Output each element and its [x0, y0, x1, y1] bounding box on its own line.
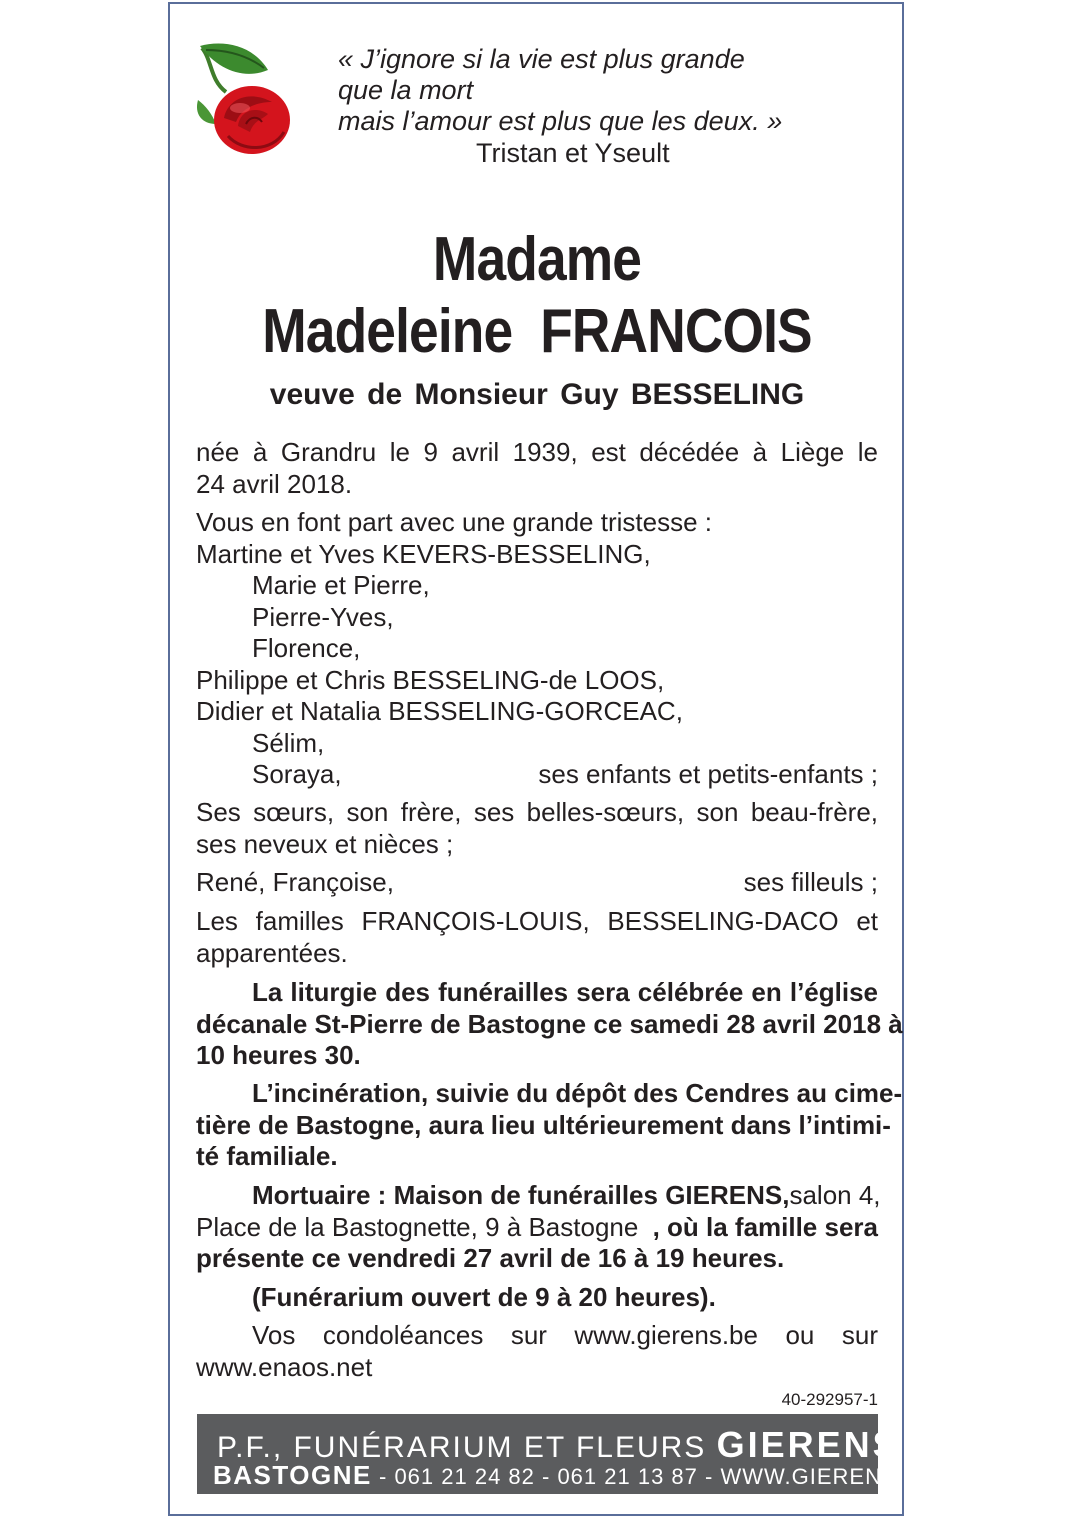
banner-services: P.F., FUNÉRARIUM ET FLEURS [217, 1431, 707, 1464]
family-list [196, 507, 878, 791]
family-member: Pierre-Yves, [252, 601, 394, 632]
text-line [196, 1212, 878, 1244]
birth-death-paragraph [196, 437, 878, 500]
banner-line-2 [213, 1460, 936, 1491]
reference-number: 40-292957-1 [781, 1390, 878, 1409]
deceased-name: Madeleine FRANCOIS [262, 297, 812, 366]
mortuary-presence: , où la famille sera [652, 1211, 878, 1242]
mortuary-address: Place de la Bastognette, 9 à Bastogne [196, 1211, 639, 1242]
text-line: présente ce vendredi 27 avril de 16 à 19 heures. [196, 1243, 785, 1273]
banner-city: BASTOGNE [213, 1460, 372, 1490]
family-member: Didier et Natalia BESSELING-GORCEAC, [196, 696, 683, 726]
godchildren-names: René, Françoise, [196, 867, 394, 897]
text-line: www.enaos.net [196, 1351, 373, 1382]
text-line: tière de Bastogne, aura lieu ultérieurement dans l’intimi- [196, 1109, 891, 1140]
quote-line: que la mort [338, 75, 474, 105]
text-line: ses neveux et nièces ; [196, 828, 454, 859]
mortuary-room: salon 4, [789, 1180, 881, 1210]
text-line: (Funérarium ouvert de 9 à 20 heures). [252, 1282, 716, 1312]
relation-label: ses filleuls ; [743, 867, 878, 897]
text-line: Vos condoléances sur www.gierens.be ou sur [252, 1320, 878, 1350]
family-member: Philippe et Chris BESSELING-de LOOS, [196, 664, 665, 695]
quote-source: Tristan et Yseult [476, 138, 670, 168]
funeral-home-banner [197, 1414, 937, 1494]
families-paragraph [196, 906, 878, 969]
quote-line: mais l’amour est plus que les deux. » [338, 106, 783, 136]
text-line [196, 1180, 881, 1212]
widow-of-line: veuve de Monsieur Guy BESSELING [269, 378, 805, 411]
epigraph-quote [338, 44, 858, 137]
family-member: Marie et Pierre, [252, 570, 430, 600]
family-member: Martine et Yves KEVERS-BESSELING, [196, 538, 651, 569]
banner-brand: GIERENS [716, 1424, 900, 1465]
cremation-paragraph [196, 1078, 903, 1173]
text-line: 24 avril 2018. [196, 468, 353, 499]
text-line: apparentées. [196, 937, 348, 968]
funerarium-hours [196, 1282, 878, 1314]
mortuary-paragraph [196, 1180, 881, 1275]
godchildren-paragraph [196, 867, 878, 899]
family-member: Soraya, [252, 759, 342, 789]
relation-label: ses enfants et petits-enfants ; [538, 759, 878, 789]
text-line: L’incinération, suivie du dépôt des Cendres au cime- [252, 1078, 903, 1108]
text-line: Les familles FRANÇOIS-LOUIS, BESSELING-DACO et [196, 906, 878, 936]
text-line: té familiale. [196, 1141, 338, 1171]
text-line: La liturgie des funérailles sera célébrée en l’église [252, 977, 878, 1007]
mortuary-label: Mortuaire : Maison de funérailles GIERENS, [252, 1180, 790, 1210]
godchildren-row [196, 867, 878, 899]
family-member: Sélim, [252, 727, 325, 758]
text-line: décanale St-Pierre de Bastogne ce samedi 28 avril 2018 à [196, 1008, 903, 1039]
family-member: Florence, [252, 633, 361, 663]
banner-contact: - 061 21 24 82 - 061 21 13 87 - WWW.GIERENS.BE [379, 1464, 937, 1489]
family-member-row [196, 759, 878, 791]
text-line: 10 heures 30. [196, 1040, 361, 1070]
deceased-title: Madame [432, 225, 642, 294]
condolences-paragraph [196, 1320, 878, 1383]
text-line: Ses sœurs, son frère, ses belles-sœurs, son beau-frère, [196, 797, 878, 827]
quote-line: « J’ignore si la vie est plus grande [338, 44, 745, 74]
text-line: Vous en font part avec une grande tristesse : [196, 507, 712, 537]
text-line: née à Grandru le 9 avril 1939, est décédée à Liège le [196, 437, 878, 467]
rose-image [192, 40, 296, 160]
siblings-paragraph [196, 797, 878, 860]
liturgy-paragraph [196, 977, 903, 1072]
